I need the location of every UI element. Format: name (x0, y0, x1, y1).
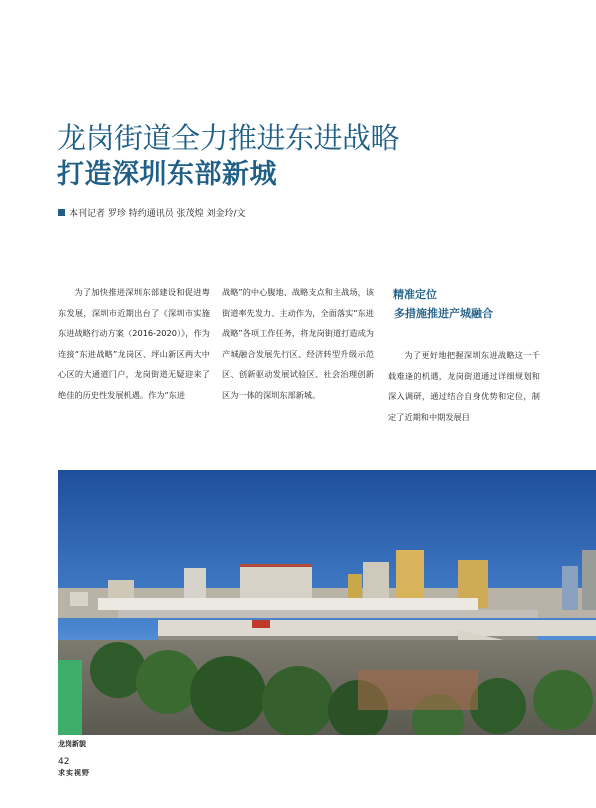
subhead-line2: 多措施推进产城融合 (394, 307, 493, 320)
byline-text: 本刊记者 罗珍 特约通讯员 张茂煌 刘金玲/文 (69, 209, 246, 219)
byline-square-icon (58, 209, 65, 216)
photo-caption: 龙岗新貌 (58, 740, 86, 748)
body-paragraph: 为了加快推进深圳东部建设和促进粤东发展，深圳市近期出台了《深圳市实施东进战略行动方案（2016-2020）》，作为连接“东进战略”龙岗区、坪山新区两大中心区的大通道门户，龙岗街道无疑迎来了绝佳的历史性发展机遇。作为“东进 (58, 287, 210, 400)
article-title-line2: 打造深圳东部新城 (57, 159, 277, 190)
body-paragraph: 为了更好地把握深圳东进战略这一千载难逢的机遇，龙岗街道通过详细规划和深入调研，通过结合自身优势和定位，制定了近期和中期发展目 (388, 350, 540, 422)
city-panorama-photo (58, 470, 596, 735)
body-column-1 (58, 282, 210, 405)
page-number: 42 (58, 757, 70, 767)
subhead-line1: 精准定位 (393, 288, 437, 301)
section-subhead (393, 285, 493, 323)
body-paragraph: 战略”的中心腹地、战略支点和主战场，该街道率先发力、主动作为，全面落实“东进战略”各项工作任务，将龙岗街道打造成为产城融合发展先行区、经济转型升级示范区、创新驱动发展试验区、社会治理创新区为一体的深圳东部新城。 (222, 287, 374, 400)
byline (58, 206, 245, 219)
body-column-2 (222, 282, 374, 405)
article-title-line1: 龙岗街道全力推进东进战略 (57, 121, 400, 155)
magazine-name: 求实视野 (58, 769, 90, 777)
body-column-3 (388, 345, 540, 427)
